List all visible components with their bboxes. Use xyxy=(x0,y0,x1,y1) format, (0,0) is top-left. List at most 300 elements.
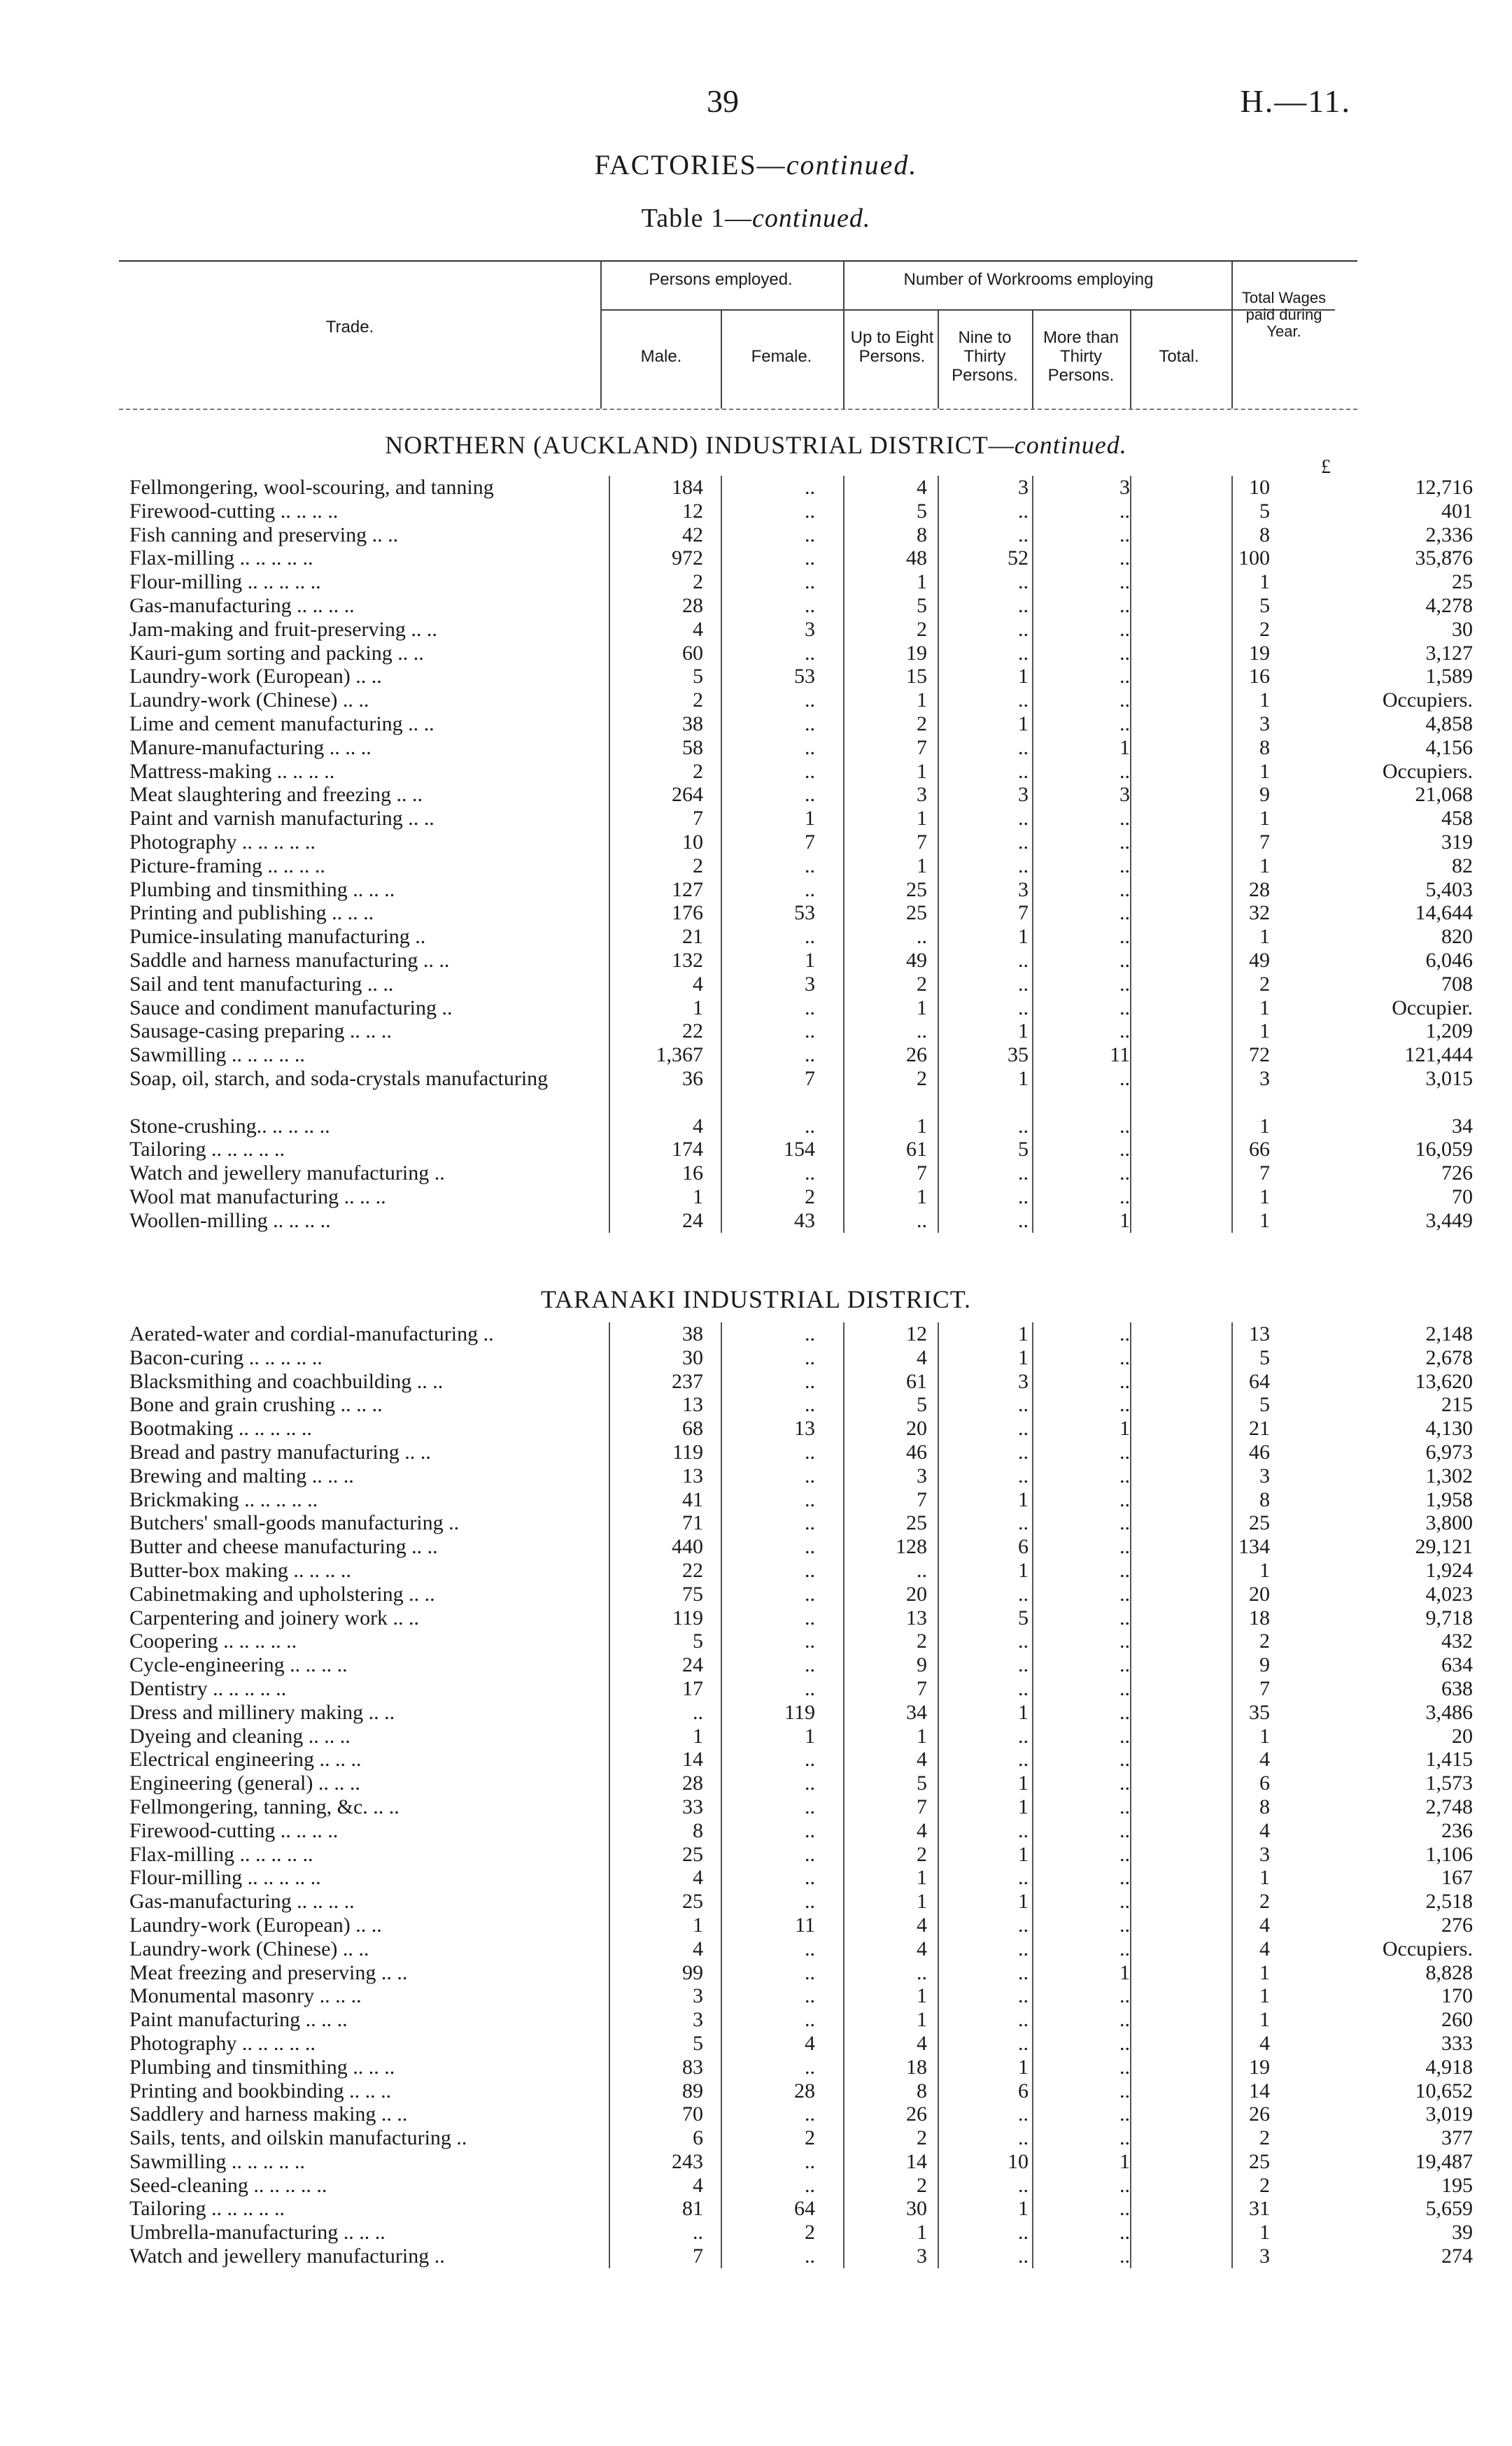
nine-to-thirty-cell: .. xyxy=(1018,1630,1029,1653)
total-cell: 46 xyxy=(1249,1440,1270,1464)
total-cell: 1 xyxy=(1259,1208,1270,1232)
female-cell: .. xyxy=(805,1748,815,1772)
nine-to-thirty-cell: .. xyxy=(1018,1393,1029,1417)
more-than-thirty-cell: .. xyxy=(1119,901,1130,925)
trade-cell: Sauce and condiment manufacturing .. xyxy=(129,996,453,1019)
female-cell: .. xyxy=(805,1511,815,1535)
nine-to-thirty-cell: .. xyxy=(1018,1582,1029,1606)
female-cell: .. xyxy=(805,1440,815,1464)
trade-cell: Fellmongering, wool-scouring, and tanning xyxy=(129,476,494,499)
more-than-thirty-cell: .. xyxy=(1119,1535,1130,1559)
female-cell: .. xyxy=(805,877,815,901)
male-cell: 972 xyxy=(672,546,703,570)
up-to-eight-cell: 7 xyxy=(917,1487,927,1511)
total-cell: 1 xyxy=(1259,1724,1270,1748)
male-cell: 184 xyxy=(672,476,703,499)
up-to-eight-cell: .. xyxy=(917,1960,927,1984)
more-than-thirty-cell: .. xyxy=(1119,1114,1130,1138)
female-cell: .. xyxy=(805,1818,815,1842)
table-header xyxy=(119,260,1357,410)
total-cell: 1 xyxy=(1259,688,1270,712)
more-than-thirty-cell: 3 xyxy=(1119,783,1130,807)
total-cell: 4 xyxy=(1259,2031,1270,2055)
total-cell: 5 xyxy=(1259,1345,1270,1369)
wages-cell: 432 xyxy=(1441,1630,1473,1653)
wages-cell: 4,278 xyxy=(1425,593,1473,617)
total-cell: 19 xyxy=(1249,2055,1270,2079)
up-to-eight-cell: 25 xyxy=(906,877,927,901)
wages-cell: Occupiers. xyxy=(1382,1937,1473,1960)
col-up-to-eight-header: Up to Eight Persons. xyxy=(850,328,934,366)
up-to-eight-cell: 4 xyxy=(917,2031,927,2055)
male-cell: 22 xyxy=(682,1019,703,1043)
more-than-thirty-cell: 1 xyxy=(1119,1208,1130,1232)
total-cell: 2 xyxy=(1259,1630,1270,1653)
more-than-thirty-cell: .. xyxy=(1119,807,1130,830)
male-cell: 12 xyxy=(682,499,703,523)
currency-symbol: £ xyxy=(1321,456,1331,478)
nine-to-thirty-cell: 1 xyxy=(1018,2055,1029,2079)
wages-cell: 4,130 xyxy=(1425,1417,1473,1441)
nine-to-thirty-cell: 1 xyxy=(1018,1345,1029,1369)
more-than-thirty-cell: .. xyxy=(1119,2055,1130,2079)
male-cell: 119 xyxy=(672,1440,703,1464)
up-to-eight-cell: 2 xyxy=(917,972,927,996)
wages-cell: 401 xyxy=(1441,499,1473,523)
male-cell: 119 xyxy=(672,1606,703,1630)
nine-to-thirty-cell: 1 xyxy=(1018,1700,1029,1724)
wages-cell: 638 xyxy=(1441,1676,1473,1700)
total-cell: 100 xyxy=(1238,546,1270,570)
nine-to-thirty-cell: 3 xyxy=(1018,1369,1029,1393)
total-cell: 5 xyxy=(1259,1393,1270,1417)
nine-to-thirty-cell: 7 xyxy=(1018,901,1029,925)
more-than-thirty-cell: .. xyxy=(1119,1511,1130,1535)
trade-cell: Sails, tents, and oilskin manufacturing .. xyxy=(129,2126,467,2150)
female-cell: .. xyxy=(805,783,815,807)
trade-cell: Watch and jewellery manufacturing .. xyxy=(129,1161,445,1185)
female-cell: .. xyxy=(805,2244,815,2268)
total-cell: 25 xyxy=(1249,2149,1270,2173)
wages-cell: 1,924 xyxy=(1425,1558,1473,1582)
total-cell: 14 xyxy=(1249,2079,1270,2102)
total-cell: 1 xyxy=(1259,1114,1270,1138)
nine-to-thirty-cell: 1 xyxy=(1018,1795,1029,1818)
trade-cell: Sawmilling .. .. .. .. .. xyxy=(129,1043,305,1067)
male-cell: 58 xyxy=(682,735,703,759)
wages-cell: 30 xyxy=(1452,617,1473,641)
female-cell: 2 xyxy=(805,2221,815,2244)
male-cell: 174 xyxy=(672,1138,703,1161)
more-than-thirty-cell: .. xyxy=(1119,1393,1130,1417)
female-cell: 3 xyxy=(805,972,815,996)
up-to-eight-cell: 19 xyxy=(906,641,927,665)
up-to-eight-cell: 4 xyxy=(917,1818,927,1842)
total-cell: 4 xyxy=(1259,1913,1270,1937)
wages-cell: 2,518 xyxy=(1425,1890,1473,1914)
more-than-thirty-cell: .. xyxy=(1119,1464,1130,1487)
trade-cell: Bootmaking .. .. .. .. .. xyxy=(129,1417,312,1441)
up-to-eight-cell: 30 xyxy=(906,2197,927,2221)
male-cell: 25 xyxy=(682,1842,703,1866)
nine-to-thirty-cell: 1 xyxy=(1018,2197,1029,2221)
wages-cell: 276 xyxy=(1441,1913,1473,1937)
col-wages-header: Total Wages paid during Year. xyxy=(1241,289,1327,340)
up-to-eight-cell: 128 xyxy=(896,1535,927,1559)
female-cell: .. xyxy=(805,2149,815,2173)
total-cell: 66 xyxy=(1249,1138,1270,1161)
trade-cell: Sawmilling .. .. .. .. .. xyxy=(129,2149,305,2173)
male-cell: 5 xyxy=(693,1630,703,1653)
female-cell: .. xyxy=(805,735,815,759)
nine-to-thirty-cell: .. xyxy=(1018,617,1029,641)
female-cell: .. xyxy=(805,523,815,546)
up-to-eight-cell: 25 xyxy=(906,901,927,925)
nine-to-thirty-cell: 1 xyxy=(1018,665,1029,688)
male-cell: 89 xyxy=(682,2079,703,2102)
wages-cell: 21,068 xyxy=(1415,783,1473,807)
more-than-thirty-cell: .. xyxy=(1119,2079,1130,2102)
nine-to-thirty-cell: .. xyxy=(1018,570,1029,594)
female-cell: 4 xyxy=(805,2031,815,2055)
female-cell: .. xyxy=(805,1043,815,1067)
up-to-eight-cell: 4 xyxy=(917,1913,927,1937)
more-than-thirty-cell: .. xyxy=(1119,2126,1130,2150)
wages-cell: Occupier. xyxy=(1392,996,1473,1019)
nine-to-thirty-cell: .. xyxy=(1018,593,1029,617)
more-than-thirty-cell: .. xyxy=(1119,1748,1130,1772)
nine-to-thirty-cell: .. xyxy=(1018,523,1029,546)
trade-cell: Manure-manufacturing .. .. .. xyxy=(129,735,372,759)
up-to-eight-cell: 48 xyxy=(906,546,927,570)
female-cell: .. xyxy=(805,2055,815,2079)
more-than-thirty-cell: .. xyxy=(1119,854,1130,877)
nine-to-thirty-cell: .. xyxy=(1018,1724,1029,1748)
up-to-eight-cell: 4 xyxy=(917,1937,927,1960)
female-cell: 1 xyxy=(805,807,815,830)
trade-cell: Aerated-water and cordial-manufacturing .. xyxy=(129,1322,494,1345)
female-cell: .. xyxy=(805,1114,815,1138)
wages-cell: 10,652 xyxy=(1415,2079,1473,2102)
wages-cell: 260 xyxy=(1441,2008,1473,2032)
trade-cell: Plumbing and tinsmithing .. .. .. xyxy=(129,2055,395,2079)
more-than-thirty-cell: .. xyxy=(1119,2197,1130,2221)
more-than-thirty-cell: .. xyxy=(1119,2173,1130,2197)
female-cell: .. xyxy=(805,1161,815,1185)
trade-cell: Gas-manufacturing .. .. .. .. xyxy=(129,593,355,617)
nine-to-thirty-cell: .. xyxy=(1018,1417,1029,1441)
trade-cell: Dyeing and cleaning .. .. .. xyxy=(129,1724,351,1748)
total-cell: 32 xyxy=(1249,901,1270,925)
trade-cell: Printing and publishing .. .. .. xyxy=(129,901,374,925)
more-than-thirty-cell: .. xyxy=(1119,1772,1130,1795)
column-rule xyxy=(938,1322,939,2268)
male-cell: 16 xyxy=(682,1161,703,1185)
page-number: 39 xyxy=(707,83,739,119)
wages-cell: 1,106 xyxy=(1425,1842,1473,1866)
trade-cell: Brewing and malting .. .. .. xyxy=(129,1464,354,1487)
male-cell: 14 xyxy=(682,1748,703,1772)
wages-cell: 4,918 xyxy=(1425,2055,1473,2079)
up-to-eight-cell: 25 xyxy=(906,1511,927,1535)
trade-cell: Kauri-gum sorting and packing .. .. xyxy=(129,641,424,665)
trade-cell: Sail and tent manufacturing .. .. xyxy=(129,972,394,996)
male-cell: 2 xyxy=(693,854,703,877)
trade-cell: Coopering .. .. .. .. .. xyxy=(129,1630,297,1653)
up-to-eight-cell: 20 xyxy=(906,1417,927,1441)
more-than-thirty-cell: .. xyxy=(1119,641,1130,665)
female-cell: 1 xyxy=(805,948,815,972)
up-to-eight-cell: 7 xyxy=(917,1676,927,1700)
total-cell: 26 xyxy=(1249,2102,1270,2126)
nine-to-thirty-cell: 6 xyxy=(1018,1535,1029,1559)
total-cell: 2 xyxy=(1259,972,1270,996)
female-cell: .. xyxy=(805,1676,815,1700)
wages-cell: 19,487 xyxy=(1415,2149,1473,2173)
more-than-thirty-cell: .. xyxy=(1119,1653,1130,1677)
wages-cell: 13,620 xyxy=(1415,1369,1473,1393)
male-cell: 36 xyxy=(682,1066,703,1090)
total-cell: 2 xyxy=(1259,2126,1270,2150)
total-cell: 1 xyxy=(1259,925,1270,949)
total-cell: 28 xyxy=(1249,877,1270,901)
trade-cell: Butchers' small-goods manufacturing .. xyxy=(129,1511,460,1535)
up-to-eight-cell: 8 xyxy=(917,2079,927,2102)
col-workrooms-header: Number of Workrooms employing xyxy=(903,270,1154,289)
more-than-thirty-cell: .. xyxy=(1119,830,1130,854)
up-to-eight-cell: 1 xyxy=(917,2008,927,2032)
male-cell: 4 xyxy=(693,1937,703,1960)
up-to-eight-cell: 1 xyxy=(917,570,927,594)
wages-cell: 12,716 xyxy=(1415,476,1473,499)
nine-to-thirty-cell: .. xyxy=(1018,972,1029,996)
column-rule xyxy=(609,1322,610,2268)
trade-cell: Wool mat manufacturing .. .. .. xyxy=(129,1185,386,1208)
more-than-thirty-cell: .. xyxy=(1119,1487,1130,1511)
col-nine-to-thirty-header: Nine to Thirty Persons. xyxy=(952,328,1018,385)
wages-cell: 634 xyxy=(1441,1653,1473,1677)
trade-cell: Flour-milling .. .. .. .. .. xyxy=(129,570,321,594)
trade-cell: Butter and cheese manufacturing .. .. xyxy=(129,1535,438,1559)
female-cell: .. xyxy=(805,1984,815,2008)
up-to-eight-cell: 2 xyxy=(917,2173,927,2197)
wages-cell: 3,449 xyxy=(1425,1208,1473,1232)
up-to-eight-cell: 46 xyxy=(906,1440,927,1464)
male-cell: 4 xyxy=(693,617,703,641)
up-to-eight-cell: 1 xyxy=(917,1866,927,1890)
column-rule xyxy=(1231,476,1233,1233)
up-to-eight-cell: .. xyxy=(917,925,927,949)
total-cell: 1 xyxy=(1259,1558,1270,1582)
male-cell: 30 xyxy=(682,1345,703,1369)
section-title-main: TARANAKI INDUSTRIAL DISTRICT. xyxy=(540,1285,972,1313)
wages-cell: 1,589 xyxy=(1425,665,1473,688)
female-cell: .. xyxy=(805,1630,815,1653)
up-to-eight-cell: 1 xyxy=(917,1185,927,1208)
up-to-eight-cell: 2 xyxy=(917,1842,927,1866)
more-than-thirty-cell: .. xyxy=(1119,1019,1130,1043)
male-cell: 24 xyxy=(682,1653,703,1677)
wages-cell: 1,573 xyxy=(1425,1772,1473,1795)
nine-to-thirty-cell: 10 xyxy=(1008,2149,1029,2173)
nine-to-thirty-cell: 5 xyxy=(1018,1606,1029,1630)
nine-to-thirty-cell: .. xyxy=(1018,2008,1029,2032)
column-rule xyxy=(843,1322,845,2268)
up-to-eight-cell: 34 xyxy=(906,1700,927,1724)
wages-cell: 377 xyxy=(1441,2126,1473,2150)
male-cell: 17 xyxy=(682,1676,703,1700)
nine-to-thirty-cell: 3 xyxy=(1018,476,1029,499)
nine-to-thirty-cell: .. xyxy=(1018,807,1029,830)
nine-to-thirty-cell: 1 xyxy=(1018,925,1029,949)
more-than-thirty-cell: .. xyxy=(1119,1369,1130,1393)
female-cell: 43 xyxy=(794,1208,815,1232)
trade-cell: Laundry-work (European) .. .. xyxy=(129,665,382,688)
wages-cell: 3,019 xyxy=(1425,2102,1473,2126)
more-than-thirty-cell: .. xyxy=(1119,665,1130,688)
female-cell: 28 xyxy=(794,2079,815,2102)
nine-to-thirty-cell: .. xyxy=(1018,1866,1029,1890)
trade-cell: Bone and grain crushing .. .. .. xyxy=(129,1393,383,1417)
up-to-eight-cell: 18 xyxy=(906,2055,927,2079)
male-cell: 8 xyxy=(693,1818,703,1842)
female-cell: .. xyxy=(805,688,815,712)
more-than-thirty-cell: 1 xyxy=(1119,1417,1130,1441)
female-cell: .. xyxy=(805,1606,815,1630)
nine-to-thirty-cell: .. xyxy=(1018,688,1029,712)
total-cell: 6 xyxy=(1259,1772,1270,1795)
wages-cell: Occupiers. xyxy=(1382,759,1473,783)
col-total-header: Total. xyxy=(1159,347,1199,366)
more-than-thirty-cell: .. xyxy=(1119,1676,1130,1700)
female-cell: .. xyxy=(805,1795,815,1818)
nine-to-thirty-cell: 1 xyxy=(1018,1890,1029,1914)
column-rule xyxy=(721,1322,722,2268)
female-cell: .. xyxy=(805,1842,815,1866)
wages-cell: 5,659 xyxy=(1425,2197,1473,2221)
wages-cell: 2,748 xyxy=(1425,1795,1473,1818)
wages-cell: 8,828 xyxy=(1425,1960,1473,1984)
up-to-eight-cell: 14 xyxy=(906,2149,927,2173)
total-cell: 10 xyxy=(1249,476,1270,499)
female-cell: 53 xyxy=(794,901,815,925)
more-than-thirty-cell: .. xyxy=(1119,1161,1130,1185)
male-cell: 243 xyxy=(672,2149,703,2173)
more-than-thirty-cell: .. xyxy=(1119,546,1130,570)
up-to-eight-cell: 15 xyxy=(906,665,927,688)
trade-cell: Cycle-engineering .. .. .. .. xyxy=(129,1653,348,1677)
up-to-eight-cell: .. xyxy=(917,1558,927,1582)
total-cell: 134 xyxy=(1238,1535,1270,1559)
trade-cell: Photography .. .. .. .. .. xyxy=(129,830,316,854)
male-cell: 75 xyxy=(682,1582,703,1606)
wages-cell: 236 xyxy=(1441,1818,1473,1842)
total-cell: 7 xyxy=(1259,1161,1270,1185)
male-cell: 41 xyxy=(682,1487,703,1511)
total-cell: 1 xyxy=(1259,1984,1270,2008)
nine-to-thirty-cell: 3 xyxy=(1018,877,1029,901)
trade-cell: Flax-milling .. .. .. .. .. xyxy=(129,546,313,570)
nine-to-thirty-cell: .. xyxy=(1018,759,1029,783)
total-cell: 31 xyxy=(1249,2197,1270,2221)
column-rule xyxy=(1032,1322,1033,2268)
up-to-eight-cell: 1 xyxy=(917,1724,927,1748)
nine-to-thirty-cell: .. xyxy=(1018,1937,1029,1960)
female-cell: .. xyxy=(805,1322,815,1345)
nine-to-thirty-cell: .. xyxy=(1018,830,1029,854)
male-cell: 33 xyxy=(682,1795,703,1818)
up-to-eight-cell: 3 xyxy=(917,1464,927,1487)
wages-cell: 3,486 xyxy=(1425,1700,1473,1724)
female-cell: .. xyxy=(805,1369,815,1393)
more-than-thirty-cell: .. xyxy=(1119,1866,1130,1890)
female-cell: 13 xyxy=(794,1417,815,1441)
nine-to-thirty-cell: 1 xyxy=(1018,1322,1029,1345)
nine-to-thirty-cell: .. xyxy=(1018,2102,1029,2126)
section-title-taranaki xyxy=(0,1285,1512,1314)
nine-to-thirty-cell: 1 xyxy=(1018,1487,1029,1511)
up-to-eight-cell: 7 xyxy=(917,735,927,759)
nine-to-thirty-cell: .. xyxy=(1018,2031,1029,2055)
more-than-thirty-cell: .. xyxy=(1119,499,1130,523)
more-than-thirty-cell: .. xyxy=(1119,1818,1130,1842)
male-cell: 99 xyxy=(682,1960,703,1984)
male-cell: 4 xyxy=(693,1866,703,1890)
up-to-eight-cell: 61 xyxy=(906,1138,927,1161)
trade-cell: Firewood-cutting .. .. .. .. xyxy=(129,499,339,523)
more-than-thirty-cell: .. xyxy=(1119,925,1130,949)
trade-cell: Bacon-curing .. .. .. .. .. xyxy=(129,1345,323,1369)
up-to-eight-cell: 3 xyxy=(917,2244,927,2268)
wages-cell: 708 xyxy=(1441,972,1473,996)
more-than-thirty-cell: .. xyxy=(1119,1890,1130,1914)
up-to-eight-cell: 1 xyxy=(917,1984,927,2008)
nine-to-thirty-cell: .. xyxy=(1018,1913,1029,1937)
up-to-eight-cell: 1 xyxy=(917,807,927,830)
total-cell: 2 xyxy=(1259,1890,1270,1914)
more-than-thirty-cell: .. xyxy=(1119,1345,1130,1369)
up-to-eight-cell: 5 xyxy=(917,593,927,617)
male-cell: 127 xyxy=(672,877,703,901)
up-to-eight-cell: 2 xyxy=(917,712,927,735)
nine-to-thirty-cell: .. xyxy=(1018,1818,1029,1842)
nine-to-thirty-cell: .. xyxy=(1018,1464,1029,1487)
trade-cell: Saddle and harness manufacturing .. .. xyxy=(129,948,450,972)
female-cell: 3 xyxy=(805,617,815,641)
female-cell: 119 xyxy=(784,1700,815,1724)
more-than-thirty-cell: .. xyxy=(1119,1582,1130,1606)
nine-to-thirty-cell: 5 xyxy=(1018,1138,1029,1161)
wages-cell: 3,127 xyxy=(1425,641,1473,665)
nine-to-thirty-cell: 1 xyxy=(1018,1019,1029,1043)
nine-to-thirty-cell: .. xyxy=(1018,996,1029,1019)
female-cell: .. xyxy=(805,1393,815,1417)
trade-cell: Electrical engineering .. .. .. xyxy=(129,1748,362,1772)
total-cell: 64 xyxy=(1249,1369,1270,1393)
more-than-thirty-cell: .. xyxy=(1119,2102,1130,2126)
wages-cell: 3,015 xyxy=(1425,1066,1473,1090)
trade-cell: Paint manufacturing .. .. .. xyxy=(129,2008,348,2032)
subtitle-italic: continued. xyxy=(752,204,871,233)
more-than-thirty-cell: .. xyxy=(1119,2244,1130,2268)
wages-cell: 6,973 xyxy=(1425,1440,1473,1464)
female-cell: .. xyxy=(805,641,815,665)
wages-cell: 274 xyxy=(1441,2244,1473,2268)
trade-cell: Engineering (general) .. .. .. xyxy=(129,1772,360,1795)
trade-cell: Woollen-milling .. .. .. .. xyxy=(129,1208,331,1232)
wages-cell: 3,800 xyxy=(1425,1511,1473,1535)
nine-to-thirty-cell: .. xyxy=(1018,641,1029,665)
